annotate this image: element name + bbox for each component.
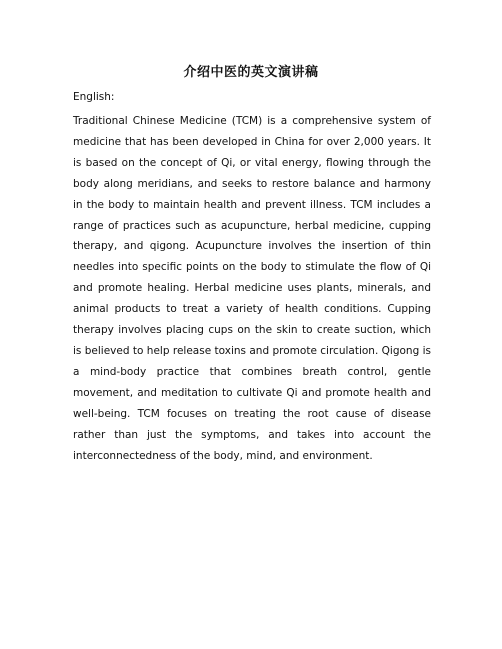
document-title: 介绍中医的英文演讲稿 <box>183 65 319 80</box>
body-paragraph: Traditional Chinese Medicine (TCM) is a comprehensive system of medicine that has been developed in China for over 2,000 years. It is based on the concept of Qi, or vital energy, flowing through the body along meridians, and seeks to restore balance and harmony in the body to maintain health and prevent illness. TCM includes a range of practices such as acupuncture, herbal medicine, cupping therapy, and qigong. Acupuncture involves the insertion of thin needles into specific points on the body to stimulate the flow of Qi and promote healing. Herbal medicine uses plants, minerals, and animal products to treat a variety of health conditions. Cupping therapy involves placing cups on the skin to create suction, which is believed to help release toxins and promote circulation. Qigong is a mind-body practice that combines breath control, gentle movement, and meditation to cultivate Qi and promote health and well-being. TCM focuses on treating the root cause of disease rather than just the symptoms, and takes into account the interconnectedness of the body, mind, and environment. <box>73 115 431 462</box>
language-label: English: <box>73 91 115 103</box>
